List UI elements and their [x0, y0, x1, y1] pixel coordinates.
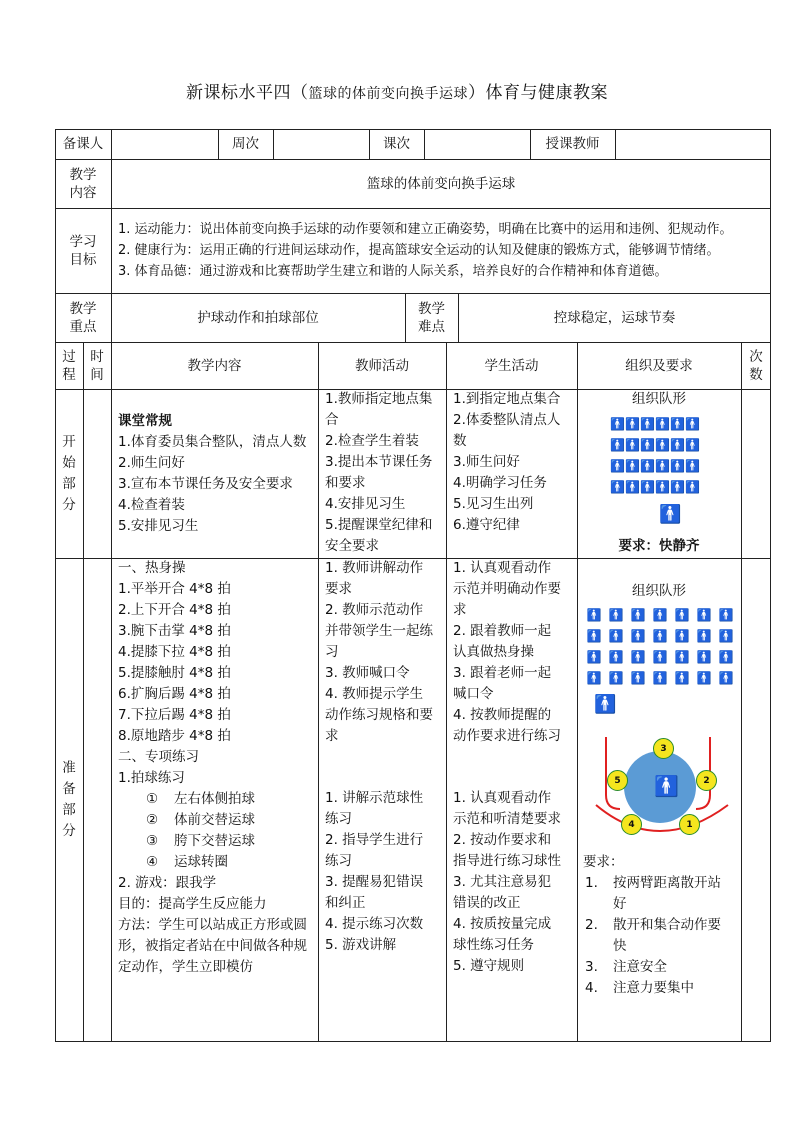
person-icon: 🚹: [670, 438, 685, 452]
person-icon: 🚹: [696, 671, 712, 685]
person-icon: 🚹: [670, 417, 685, 431]
prep-requirements: 1. 按两臂距离散开站 好 2. 散开和集合动作要 快 3. 注意安全 4. 注意力要集中: [585, 875, 721, 996]
key-point: 护球动作和拍球部位: [197, 309, 319, 326]
person-icon: 🚹: [608, 629, 624, 643]
person-icon: 🚹: [655, 417, 670, 431]
person-icon: 🚹: [718, 671, 734, 685]
person-icon: 🚹: [685, 438, 700, 452]
marker-3: 3: [653, 738, 674, 759]
person-icon: 🚹: [685, 480, 700, 494]
prep-teacher-position: 🚹: [594, 694, 617, 715]
start-org-title: 组织队形: [632, 391, 686, 407]
person-icon: 🚹: [608, 671, 624, 685]
diff-label: 教学 难点: [418, 300, 445, 335]
person-icon: 🚹: [655, 459, 670, 473]
person-icon: 🚹: [718, 608, 734, 622]
person-icon: 🚹: [685, 459, 700, 473]
person-icon: 🚹: [670, 480, 685, 494]
person-icon: 🚹: [625, 480, 640, 494]
person-icon: 🚹: [652, 629, 668, 643]
start-formation: [610, 413, 710, 497]
person-icon: 🚹: [674, 608, 690, 622]
content-label: 教学 内容: [69, 166, 97, 201]
person-icon: 🚹: [625, 417, 640, 431]
person-icon: 🚹: [696, 608, 712, 622]
person-icon: 🚹: [674, 650, 690, 664]
person-icon: 🚹: [696, 650, 712, 664]
start-student: 1.到指定地点集合 2.体委整队清点人 数 3.师生问好 4.明确学习任务 5.见习生出列 6.遵守纪律: [453, 391, 561, 533]
col-student: 学生活动: [484, 357, 539, 374]
person-icon: 🚹: [655, 438, 670, 452]
person-icon: 🚹: [640, 417, 655, 431]
col-count: 次 数: [749, 348, 763, 383]
prep-teacher-label: 备课人: [62, 136, 104, 152]
person-icon: 🚹: [610, 438, 625, 452]
person-icon: 🚹: [685, 417, 700, 431]
person-icon: 🚹: [630, 629, 646, 643]
person-icon: 🚹: [640, 459, 655, 473]
start-teacher: 1.教师指定地点集 合 2.检查学生着装 3.提出本节课任务 和要求 4.安排见习生 5.提醒课堂纪律和 安全要求: [325, 391, 433, 554]
person-icon: 🚹: [586, 671, 602, 685]
start-content: 课堂常规 1.体育委员集合整队，清点人数 2.师生问好 3.宣布本节课任务及安全要求 4.检查着装 5.安排见习生: [118, 413, 307, 534]
marker-4: 4: [621, 814, 642, 835]
person-icon: 🚹: [608, 650, 624, 664]
person-icon: 🚹: [652, 650, 668, 664]
page-title: 新课标水平四（篮球的体前变向换手运球）体育与健康教案: [186, 83, 608, 103]
marker-2: 2: [696, 770, 717, 791]
person-icon: 🚹: [670, 459, 685, 473]
col-content: 教学内容: [187, 357, 242, 374]
prep-student-a: 1. 认真观看动作 示范并明确动作要 求 2. 跟着教师一起 认真做热身操 3. 跟着老师一起 喊口令 4. 按教师提醒的 动作要求进行练习: [453, 560, 561, 744]
week-label: 周次: [232, 136, 259, 152]
col-time: 时 间: [90, 348, 104, 383]
person-icon: 🚹: [586, 650, 602, 664]
person-icon: 🚹: [625, 459, 640, 473]
person-icon: 🚹: [652, 608, 668, 622]
person-icon: 🚹: [610, 480, 625, 494]
prep-formation: [583, 604, 739, 688]
start-label: 开 始 部 分: [62, 433, 76, 513]
person-icon: 🚹: [610, 417, 625, 431]
prep-teacher-b: 1. 讲解示范球性 练习 2. 指导学生进行 练习 3. 提醒易犯错误 和纠正 4. 提示练习次数 5. 游戏讲解: [325, 790, 424, 953]
col-process: 过 程: [62, 348, 76, 383]
prep-teacher-a: 1. 教师讲解动作 要求 2. 教师示范动作 并带领学生一起练 习 3. 教师喊口令 4. 教师提示学生 动作练习规格和要 求: [325, 560, 433, 744]
person-icon: 🚹: [655, 480, 670, 494]
key-label: 教学 重点: [69, 300, 97, 335]
prep-req-title: 要求：: [583, 854, 624, 870]
col-org: 组织及要求: [625, 357, 693, 374]
start-teacher-position: 🚹: [659, 504, 682, 525]
goals-list: 1. 运动能力：说出体前变向换手运球的动作要领和建立正确姿势，明确在比赛中的运用和违例、犯规动作。 2. 健康行为：运用正确的行进间运球动作，提高篮球安全运动的认知及健康的锻炼方式，能够调节情绪。 3. 体育品德：通过游戏和比赛帮助学生建立和谐的人际关系，培养良好的合作精神和体育道德。: [118, 222, 733, 279]
person-icon: 🚹: [640, 438, 655, 452]
person-icon: 🚹: [630, 608, 646, 622]
prep-student-b: 1. 认真观看动作 示范和听清楚要求 2. 按动作要求和 指导进行练习球性 3. 尤其注意易犯 错误的改正 4. 按质按量完成 球性练习任务 5. 遵守规则: [453, 790, 561, 974]
person-icon: 🚹: [610, 459, 625, 473]
person-icon: 🚹: [625, 438, 640, 452]
person-icon: 🚹: [586, 608, 602, 622]
center-person-icon: 🚹: [654, 774, 679, 798]
marker-5: 5: [607, 770, 628, 791]
goals-label: 学习 目标: [69, 233, 97, 268]
person-icon: 🚹: [640, 480, 655, 494]
person-icon: 🚹: [674, 629, 690, 643]
col-teacher: 教师活动: [355, 357, 409, 374]
person-icon: 🚹: [630, 671, 646, 685]
person-icon: 🚹: [718, 650, 734, 664]
prep-org-title: 组织队形: [632, 583, 686, 599]
person-icon: 🚹: [674, 671, 690, 685]
lesson-content: 篮球的体前变向换手运球: [366, 175, 516, 192]
person-icon: 🚹: [652, 671, 668, 685]
person-icon: 🚹: [718, 629, 734, 643]
teacher-label: 授课教师: [545, 136, 600, 152]
difficulty: 控球稳定，运球节奏: [553, 309, 676, 326]
prep-content: 一、热身操 1.平举开合 4*8 拍 2.上下开合 4*8 拍 3.腕下击掌 4*8 拍 4.提膝下拉 4*8 拍 5.提膝触肘 4*8 拍 6.扩胸后踢 4*8 拍 7.下拉后踢 4*8 拍 8.原地踏步 4*8 拍 二、专项练习 1.拍球练习 ① 左右体侧拍球 ② 体前交替运球 ③ 胯下交替运球 ④ 运球转圈 2. 游戏：跟我学 目的：提高学生反应能力 方法：学生可以站成正方形或圆 形，被指定者站在中间做各种规 定动作，学生立即模仿: [118, 560, 307, 975]
marker-1: 1: [679, 814, 700, 835]
start-org-req: 要求：快静齐: [618, 538, 700, 554]
prep-label: 准 备 部 分: [62, 760, 76, 839]
person-icon: 🚹: [608, 608, 624, 622]
person-icon: 🚹: [630, 650, 646, 664]
lesson-label: 课次: [383, 136, 410, 152]
person-icon: 🚹: [696, 629, 712, 643]
person-icon: 🚹: [586, 629, 602, 643]
